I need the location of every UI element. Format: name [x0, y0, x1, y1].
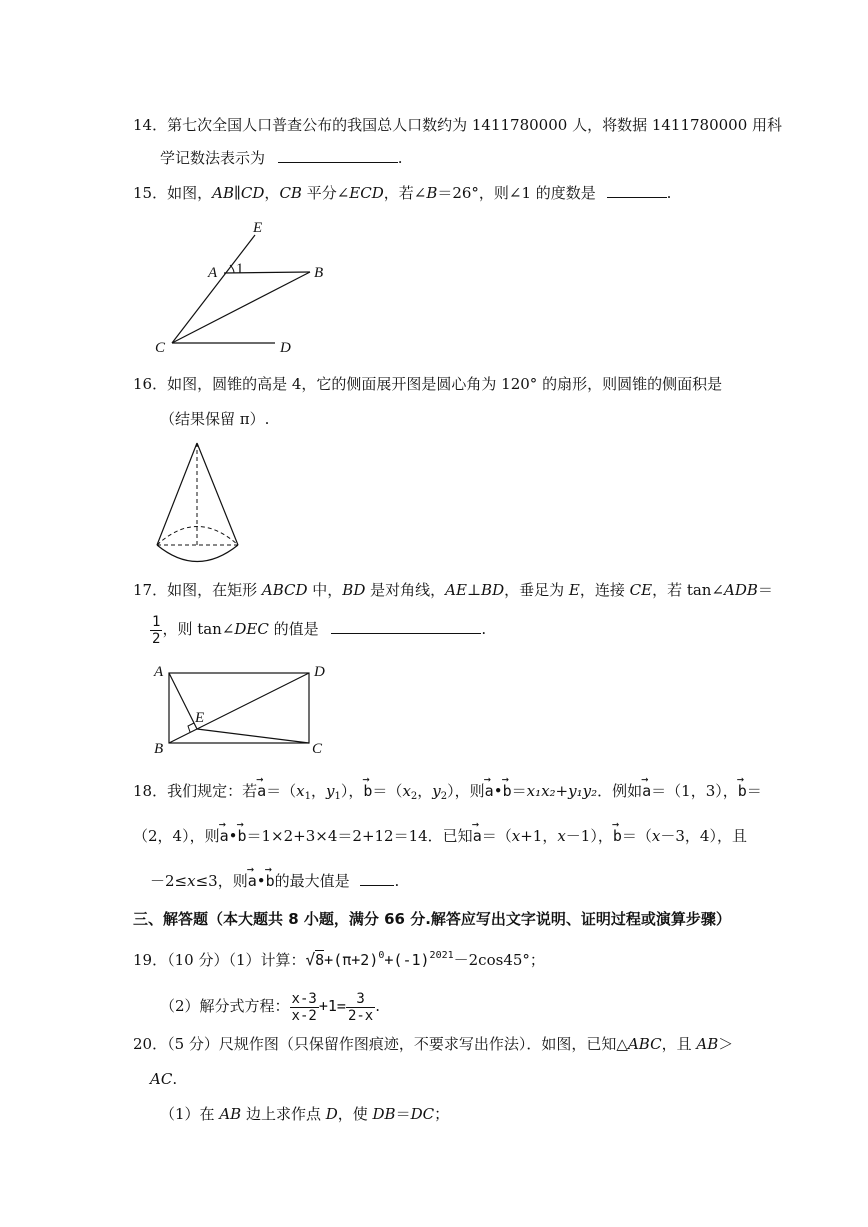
q20-p1a: （1）在: [160, 1105, 220, 1123]
q19-f2-num: 3: [346, 991, 375, 1008]
q14-answer-blank: [278, 148, 398, 163]
q19-part2: （2）解分式方程：: [160, 997, 290, 1015]
q18-l1e: ），则: [447, 782, 485, 800]
q19-fraction2: [346, 991, 375, 1024]
q19-f2-den: 2-x: [347, 1007, 374, 1024]
q19-f1-den: x-2: [291, 1007, 317, 1024]
q20-p1d: ＝: [395, 1105, 411, 1123]
q16-cone-front-arc: [157, 545, 238, 562]
q16-cone-figure: [150, 440, 250, 565]
q17-fraction: [150, 614, 162, 647]
q17-frac-num: 1: [152, 613, 161, 630]
q18-l2a: （2，4），则: [133, 827, 220, 845]
q17-frac-den: 2: [152, 630, 161, 647]
q19-f1-num: x-3: [291, 990, 317, 1007]
q18-l1d: ＝（: [372, 782, 403, 800]
q18-vec-b6: → b: [266, 871, 275, 891]
q18-l1c: ），: [340, 782, 364, 800]
q18-sub1b: 1: [334, 791, 341, 802]
q17-label-a: A: [154, 664, 164, 680]
q20-p1e: ；: [434, 1105, 450, 1123]
q18-product: x₁x₂+y₁y₂: [526, 782, 598, 800]
q18-vec-b5: → b: [613, 826, 622, 846]
q18-answer-blank: [360, 871, 394, 886]
q15-t4: ，若∠: [383, 184, 427, 202]
q16-number: 16．: [133, 375, 168, 393]
q18-l1g: ．例如: [597, 782, 643, 800]
q18-l1h: ＝（1，3），: [651, 782, 738, 800]
q15-end: .: [666, 184, 672, 202]
q18-l1i: ＝: [746, 782, 762, 800]
q18-vec-a5: → a: [473, 826, 482, 846]
q17-line-ec: [197, 729, 309, 743]
q16-text2: （结果保留 π）.: [160, 410, 270, 428]
q20-p1c: ，使: [337, 1105, 373, 1123]
q17-answer-blank: [331, 619, 481, 634]
q18-l1f: ＝: [511, 782, 527, 800]
q17-diagonal-bd: [169, 673, 309, 743]
section3-title: 三、解答题（本大题共 8 小题，满分 66 分.解答应写出文字说明、证明过程或演算步骤）: [133, 910, 731, 928]
q20-p1b: 边上求作点: [241, 1105, 326, 1123]
q15-angle-mark: [230, 265, 234, 273]
q15-ecd: ECD: [349, 184, 384, 202]
q17-t9: ，则 tan∠: [162, 620, 235, 638]
q17-t3: 是对角线，: [365, 581, 446, 599]
q17-line-ae: [169, 673, 197, 729]
q14-text2: 学记数法表示为: [160, 149, 266, 167]
q18-l3a: －2≤: [150, 872, 188, 890]
q18-l3b: ≤3，则: [195, 872, 248, 890]
q16-line2: [160, 409, 269, 429]
q19-number: 19．: [133, 951, 168, 969]
q19-expr3: －2cos45°: [453, 951, 530, 969]
q17-t1: 如图，在矩形: [167, 581, 262, 599]
q20-dc: DC: [410, 1105, 435, 1123]
q18-comma2: ，: [417, 782, 433, 800]
q20-d: D: [325, 1105, 338, 1123]
q18-vec-b3: → b: [738, 781, 747, 801]
q18-xp1: x: [511, 827, 521, 845]
q18-xm1: x: [557, 827, 566, 845]
q18-number: 18．: [133, 782, 168, 800]
q20-number: 20．: [133, 1035, 168, 1053]
q17-dec: DEC: [234, 620, 269, 638]
q17-ce: CE: [629, 581, 653, 599]
q15-label-d: D: [280, 340, 291, 356]
q17-t4: ⊥: [466, 581, 482, 599]
q15-ab: AB: [212, 184, 234, 202]
q16-line1: [133, 374, 722, 394]
q19-sqrt-arg: 8: [315, 951, 325, 969]
q15-figure: [150, 215, 340, 360]
q15-line: [133, 183, 671, 203]
q18-sub2b: 2: [440, 791, 448, 802]
q18-vec-a3: → a: [642, 781, 651, 801]
q18-x1: x: [296, 782, 305, 800]
q18-xm3: x: [651, 827, 661, 845]
q17-t5: ，垂足为: [504, 581, 569, 599]
q14-line1: [133, 115, 782, 135]
q14-end: .: [397, 149, 403, 167]
q17-bd2: BD: [481, 581, 505, 599]
q17-bd: BD: [342, 581, 366, 599]
q15-t3: 平分∠: [301, 184, 350, 202]
q19-expr1: +(π+2): [324, 951, 379, 969]
q19-sqrt-symbol: √: [305, 950, 316, 969]
q17-number: 17．: [133, 581, 168, 599]
q17-rectangle-figure: [150, 660, 340, 760]
q20-line3: [160, 1104, 449, 1124]
q18-l2g: －3，4），且: [660, 827, 747, 845]
q18-l2d: +1，: [520, 827, 558, 845]
q18-l2f: ＝（: [621, 827, 652, 845]
q15-cd: CD: [240, 184, 265, 202]
q20-ac: AC: [150, 1070, 173, 1088]
q20-line1: [133, 1034, 733, 1054]
q18-vec-a4: → a: [220, 826, 229, 846]
q16-cone-right: [197, 443, 238, 545]
q18-sub1: 1: [304, 791, 311, 802]
q14-number: 14．: [133, 116, 168, 134]
q19-expr2: +(-1): [384, 951, 430, 969]
q17-label-d: D: [314, 664, 325, 680]
q19-part1: （1）计算：: [228, 951, 306, 969]
q18-dot3: •: [256, 872, 266, 890]
q17-line2: [150, 608, 486, 650]
q18-vec-b2: → b: [503, 781, 512, 801]
q18-l2b: ＝1×2+3×4＝2+12＝14．已知: [246, 827, 473, 845]
q15-b: B: [426, 184, 438, 202]
q18-dot: •: [493, 782, 503, 800]
q20-text1: （5 分）尺规作图（只保留作图痕迹，不要求写出作法）．如图，已知△: [167, 1035, 628, 1053]
q18-l1b: ＝（: [266, 782, 297, 800]
q19-fraction1: [290, 991, 319, 1024]
q17-t8: ＝: [757, 581, 773, 599]
q15-line-cb: [172, 272, 310, 343]
q18-x2: x: [402, 782, 411, 800]
q18-vec-a2: → a: [485, 781, 494, 801]
q17-ae: AE: [445, 581, 467, 599]
q20-end: .: [172, 1070, 178, 1088]
q20-ab2: AB: [219, 1105, 242, 1123]
q16-cone-left: [157, 443, 197, 545]
q15-label-1: 1: [236, 261, 244, 277]
q18-comma: ，: [311, 782, 327, 800]
q16-text1: 如图，圆锥的高是 4，它的侧面展开图是圆心角为 120° 的扇形，则圆锥的侧面积是: [167, 375, 723, 393]
q17-end: .: [481, 620, 487, 638]
q18-vec-b: → b: [363, 781, 372, 801]
q14-text: 第七次全国人口普查公布的我国总人口数约为 1411780000 人，将数据 1411780000 用科: [167, 116, 783, 134]
q18-l3c: 的最大值是: [274, 872, 350, 890]
q19-exp2021: 2021: [429, 950, 454, 961]
q18-end: .: [394, 872, 400, 890]
q17-label-b: B: [154, 741, 164, 757]
q17-label-e: E: [195, 710, 205, 726]
q15-t1: 如图，: [167, 184, 213, 202]
q19-line1: [133, 946, 545, 970]
q19-exp0: 0: [378, 950, 385, 961]
q20-t2: ，且: [661, 1035, 697, 1053]
q18-line3: [150, 871, 399, 891]
q15-label-b: B: [314, 265, 324, 281]
q18-y1: y: [326, 782, 335, 800]
q17-adb: ADB: [724, 581, 758, 599]
q20-ab: AB: [696, 1035, 719, 1053]
q18-x: x: [187, 872, 196, 890]
q15-t2: ，: [264, 184, 280, 202]
q17-line1: [133, 580, 773, 600]
q18-l2e: －1），: [565, 827, 613, 845]
q19-end: .: [375, 997, 381, 1015]
q17-t6: ，连接: [579, 581, 630, 599]
q17-abcd: ABCD: [261, 581, 308, 599]
q19-score: （10 分）: [167, 951, 229, 969]
q17-t7: ，若 tan∠: [652, 581, 725, 599]
q18-line2: [133, 826, 747, 846]
q18-l1a: 我们规定：若: [167, 782, 258, 800]
q15-number: 15．: [133, 184, 168, 202]
q18-vec-a: → a: [257, 781, 266, 801]
q17-label-c: C: [312, 741, 323, 757]
q18-vec-b4: → b: [237, 826, 246, 846]
q18-sub2: 2: [410, 791, 418, 802]
q15-t5: ＝26°，则∠1 的度数是: [437, 184, 596, 202]
q20-db: DB: [372, 1105, 396, 1123]
q17-t10: 的值是: [268, 620, 319, 638]
q18-line1: [133, 781, 762, 807]
q17-e: E: [568, 581, 580, 599]
q17-t2: 中，: [307, 581, 343, 599]
q15-cb: CB: [279, 184, 302, 202]
q14-line2: [160, 148, 403, 168]
q18-y2: y: [432, 782, 441, 800]
q15-parallel: ∥: [233, 184, 241, 202]
q20-abc: ABC: [627, 1035, 662, 1053]
q19-line2: [160, 985, 380, 1027]
q18-vec-a6: → a: [248, 871, 257, 891]
q15-label-c: C: [155, 340, 166, 356]
q18-l2c: ＝（: [481, 827, 512, 845]
q15-label-a: A: [208, 265, 218, 281]
q19-plus1: +1=: [318, 997, 346, 1015]
q20-line2: [150, 1069, 177, 1089]
q15-line-ce: [172, 235, 255, 343]
q15-answer-blank: [607, 183, 667, 198]
q19-semicolon: ；: [529, 951, 545, 969]
q20-gt: ＞: [718, 1035, 734, 1053]
q15-label-e: E: [253, 220, 263, 236]
q18-dot2: •: [228, 827, 238, 845]
